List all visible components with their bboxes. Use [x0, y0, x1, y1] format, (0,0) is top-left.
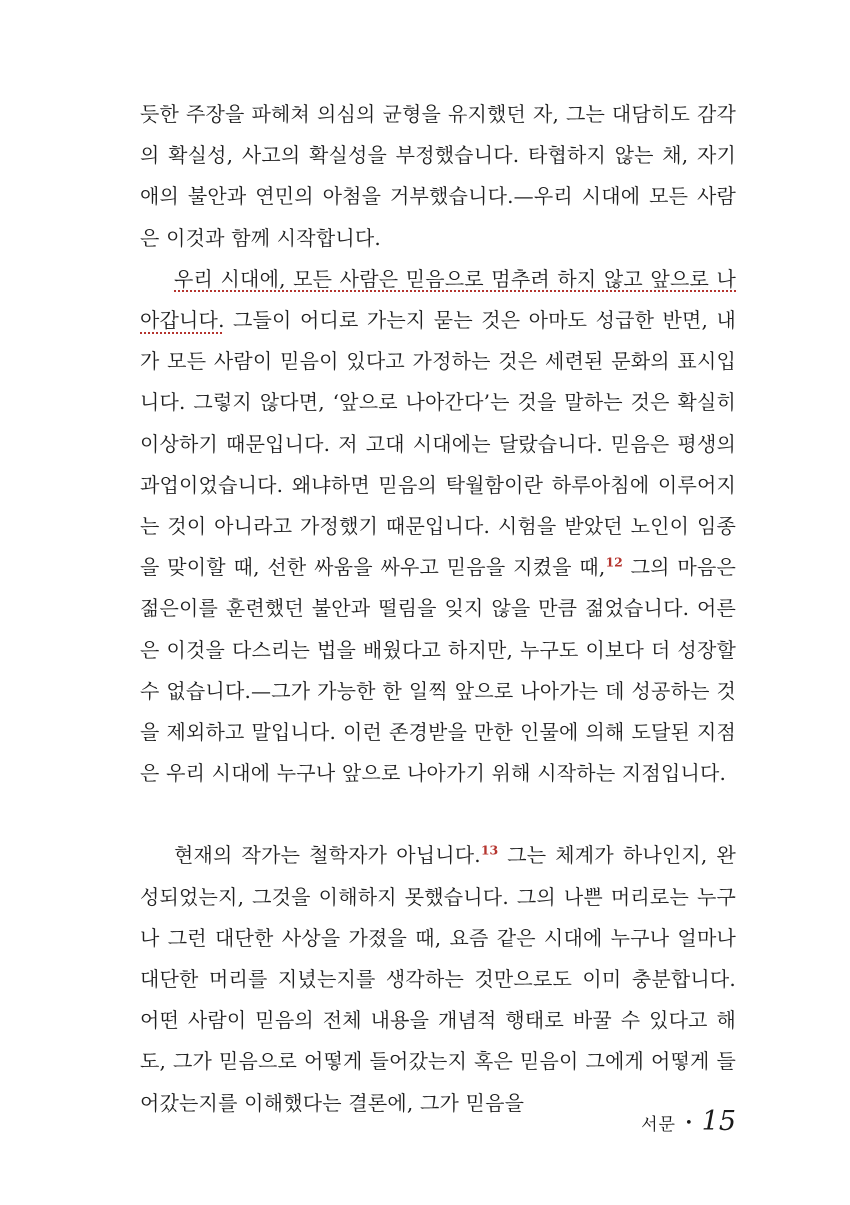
paragraph-2-text: 그들이 어디로 가는지 묻는 것은 아마도 성급한 반면, 내가 모든 사람이 믿음이 있다고 가정하는 것은 세련된 문화의 표시입니다. 그렇지 않다면, ‘앞으로 나아간다’는 것을 말하는 것은 확실히 이상하기 때문입니다. 저 고대 시대에는 달랐습니다. 믿음은 평생의 과업이었습니다. 왜냐하면 믿음의 탁월함이란 하루아침에 이루어지는 것이 아니라고 가정했기 때문입니다. 시험을 받았던 노인이 임종을 맞이할 때, 선한 싸움을 싸우고 믿음을 지켰을 때,	[140, 308, 736, 580]
page-number: 15	[701, 1106, 736, 1137]
footnote-ref-13: 13	[480, 842, 499, 858]
paragraph-3-text: 현재의 작가는 철학자가 아닙니다.	[174, 843, 481, 868]
footnote-ref-12: 12	[605, 554, 623, 570]
emphasized-sentence: 우리 시대에, 모든 사람은 믿음으로 멈추려 하지 않고 앞으로 나아갑니다.	[140, 266, 736, 333]
paragraph-continuation	[140, 94, 736, 259]
paragraph-2	[140, 259, 736, 795]
paragraph-3	[140, 835, 736, 1123]
paragraph-3-text-after-footnote: 그는 체계가 하나인지, 완성되었는지, 그것을 이해하지 못했습니다. 그의 나쁜 머리로는 누구나 그런 대단한 사상을 가졌을 때, 요즘 같은 시대에 누구나 얼마나 대단한 머리를 지녔는지를 생각하는 것만으로도 이미 충분합니다. 어떤 사람이 믿음의 전체 내용을 개념적 행태로 바꿀 수 있다고 해도, 그가 믿음으로 어떻게 들어갔는지 혹은 믿음이 그에게 어떻게 들어갔는지를 이해했다는 결론에, 그가 믿음을	[140, 843, 736, 1115]
text-block	[140, 94, 736, 1124]
bullet-separator-icon: •	[684, 1116, 693, 1131]
paragraph-1-text: 듯한 주장을 파헤쳐 의심의 균형을 유지했던 자, 그는 대담히도 감각의 확실성, 사고의 확실성을 부정했습니다. 타협하지 않는 채, 자기애의 불안과 연민의 아첨을 거부했습니다.—우리 시대에 모든 사람은 이것과 함께 시작합니다.	[140, 102, 736, 250]
section-label: 서문	[641, 1115, 676, 1135]
paragraph-2-text-after-footnote: 그의 마음은 젊은이를 훈련했던 불안과 떨림을 잊지 않을 만큼 젊었습니다. 어른은 이것을 다스리는 법을 배웠다고 하지만, 누구도 이보다 더 성장할 수 없습니다.—그가 가능한 한 일찍 앞으로 나아가는 데 성공하는 것을 제외하고 말입니다. 이런 존경받을 만한 인물에 의해 도달된 지점은 우리 시대에 누구나 앞으로 나아가기 위해 시작하는 지점입니다.	[140, 555, 736, 786]
page-footer	[641, 1106, 736, 1137]
